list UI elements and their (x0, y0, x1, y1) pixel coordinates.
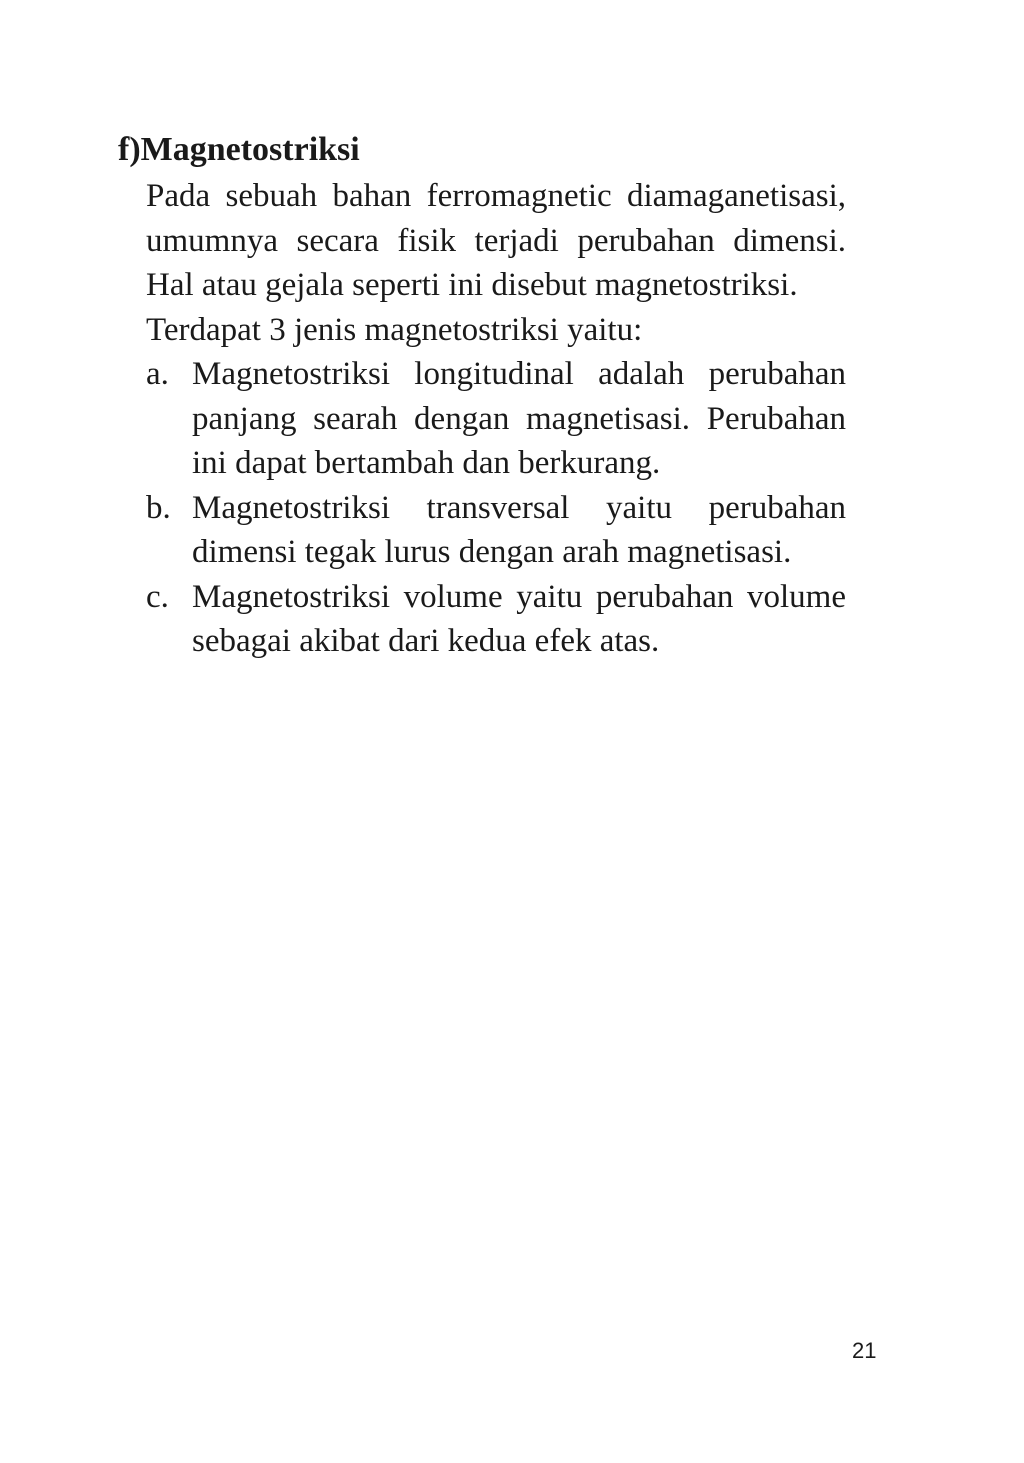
list-item-text: Magnetostriksi longitudinal adalah perubahan panjang searah dengan magnetisasi. Perubahan ini dapat bertambah dan berkurang. (192, 356, 846, 481)
list-item-transversal (146, 486, 846, 575)
list-item-text: Magnetostriksi volume yaitu perubahan volume sebagai akibat dari kedua efek atas. (192, 578, 846, 659)
list-marker: b. (146, 489, 171, 526)
body-paragraph: Pada sebuah bahan ferromagnetic diamaganetisasi, umumnya secara fisik terjadi perubahan dimensi. Hal atau gejala seperti ini disebut magnetostriksi. (146, 178, 846, 303)
list-item-text: Magnetostriksi transversal yaitu perubahan dimensi tegak lurus dengan arah magnetisasi. (192, 489, 846, 570)
list-intro: Terdapat 3 jenis magnetostriksi yaitu: (146, 311, 643, 348)
section-body (146, 174, 846, 664)
list-marker: c. (146, 578, 169, 615)
magnetostriction-types-list (146, 352, 846, 664)
page-number: 21 (852, 1338, 877, 1363)
list-item-longitudinal (146, 352, 846, 486)
list-marker: a. (146, 356, 169, 392)
section-heading: f)Magnetostriksi (118, 131, 360, 168)
list-item-volume (146, 575, 846, 664)
